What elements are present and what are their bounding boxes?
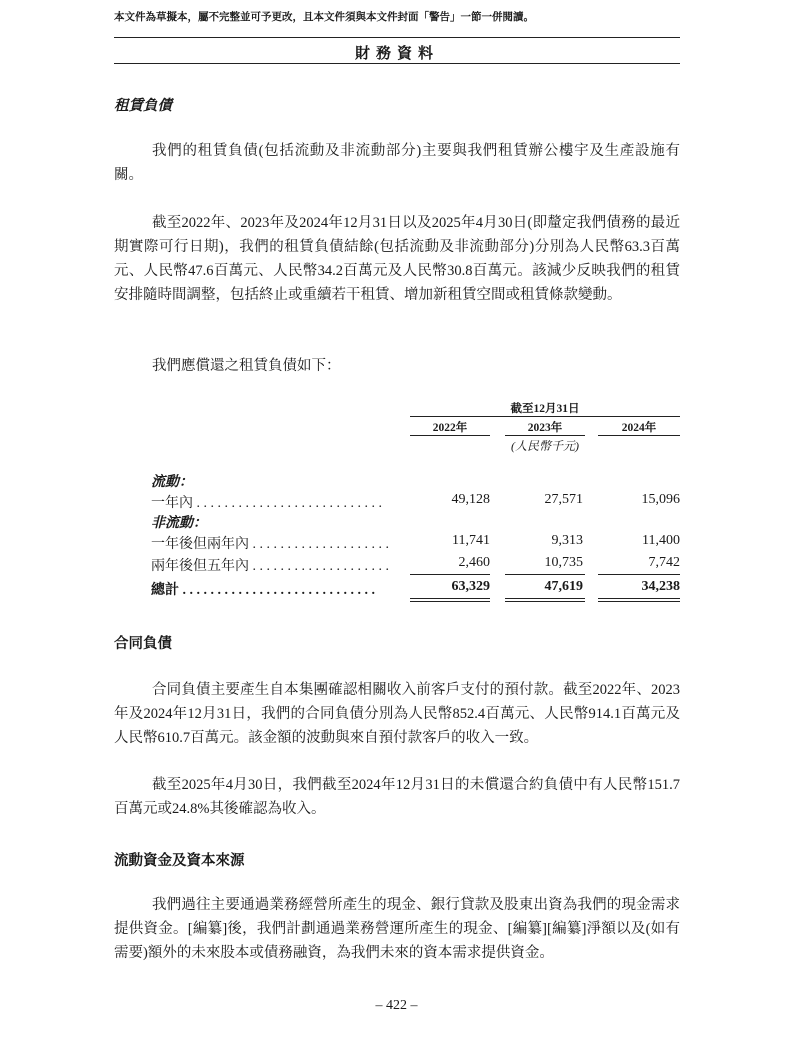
table-cell: 49,128 [451,492,490,507]
table-rule [505,598,585,599]
table-cell: 27,571 [544,492,583,507]
column-header-2024: 2024年 [621,422,657,434]
page-number: – 422 – [375,998,418,1013]
table-rule [598,601,680,602]
table-total-cell: 47,619 [544,579,583,594]
table-rule [505,574,585,575]
table-rule [410,598,490,599]
page-title: 財務資料 [354,44,439,62]
table-rule [505,601,585,602]
table-row-label: 兩年後但五年內 . . . . . . . . . . . . . . . . . . . . [151,559,389,574]
lease-paragraph-3: 我們應償還之租賃負債如下： [152,358,341,374]
table-cell: 2,460 [458,555,490,570]
table-cell: 11,400 [642,533,680,548]
table-row-label: 一年後但兩年內 . . . . . . . . . . . . . . . . . . . . [151,537,389,552]
table-rule [598,435,680,436]
table-rule [410,416,680,417]
draft-notice: 本文件為草擬本，屬不完整並可予更改，且本文件須與本文件封面「警告」一節一併閱讀。 [114,11,534,23]
table-rule [505,435,585,436]
current-section-label: 流動： [151,475,193,490]
contract-paragraph-1: 合同負債主要產生自本集團確認相關收入前客戶支付的預付款。截至2022年、2023年及2024年12月31日，我們的合同負債分別為人民幣852.4百萬元、人民幣914.1百萬元及人民幣610.7百萬元。該金額的波動與來自預付款客戶的收入一致。 [114,682,680,746]
table-cell: 7,742 [648,555,680,570]
table-cell: 11,741 [452,533,490,548]
lease-paragraph-1: 我們的租賃負債(包括流動及非流動部分)主要與我們租賃辦公樓宇及生產設施有關。 [114,143,680,183]
liquidity-paragraph-1: 我們過往主要通過業務經營所產生的現金、銀行貸款及股東出資為我們的現金需求提供資金。[編纂]後，我們計劃通過業務營運所產生的現金、[編纂][編纂]淨額以及(如有需要)額外的未來股本或債務融資，為我們未來的資本需求提供資金。 [114,897,680,961]
lease-paragraph-2: 截至2022年、2023年及2024年12月31日以及2025年4月30日(即釐定我們債務的最近期實際可行日期)，我們的租賃負債結餘(包括流動及非流動部分)分別為人民幣63.3百萬元、人民幣47.6百萬元、人民幣34.2百萬元及人民幣30.8百萬元。該減少反映我們的租賃安排隨時間調整，包括終止或重續若干租賃、增加新租賃空間或租賃條款變動。 [114,215,680,303]
contract-heading: 合同負債 [114,636,172,652]
lease-heading: 租賃負債 [114,98,172,114]
noncurrent-section-label: 非流動： [151,516,207,531]
contract-paragraph-2: 截至2025年4月30日，我們截至2024年12月31日的未償還合約負債中有人民幣151.7百萬元或24.8%其後確認為收入。 [114,777,680,817]
column-header-2023: 2023年 [527,422,563,434]
column-header-2022: 2022年 [432,422,468,434]
table-rule [410,574,490,575]
table-cell: 10,735 [544,555,583,570]
table-cell: 15,096 [641,492,680,507]
table-unit: (人民幣千元) [511,439,579,453]
table-group-header: 截至12月31日 [510,403,580,415]
header-rule-top [114,37,680,38]
liquidity-heading: 流動資金及資本來源 [114,853,245,869]
table-rule [598,574,680,575]
table-total-cell: 63,329 [451,579,490,594]
table-row-label: 一年內 . . . . . . . . . . . . . . . . . . . . . . . . . . . [151,496,382,511]
table-rule [410,435,490,436]
table-total-label: 總計 . . . . . . . . . . . . . . . . . . . . . . . . . . . . [151,583,375,598]
table-rule [598,598,680,599]
table-total-cell: 34,238 [641,579,680,594]
table-rule [410,601,490,602]
table-cell: 9,313 [551,533,583,548]
header-rule-bottom [114,63,680,64]
